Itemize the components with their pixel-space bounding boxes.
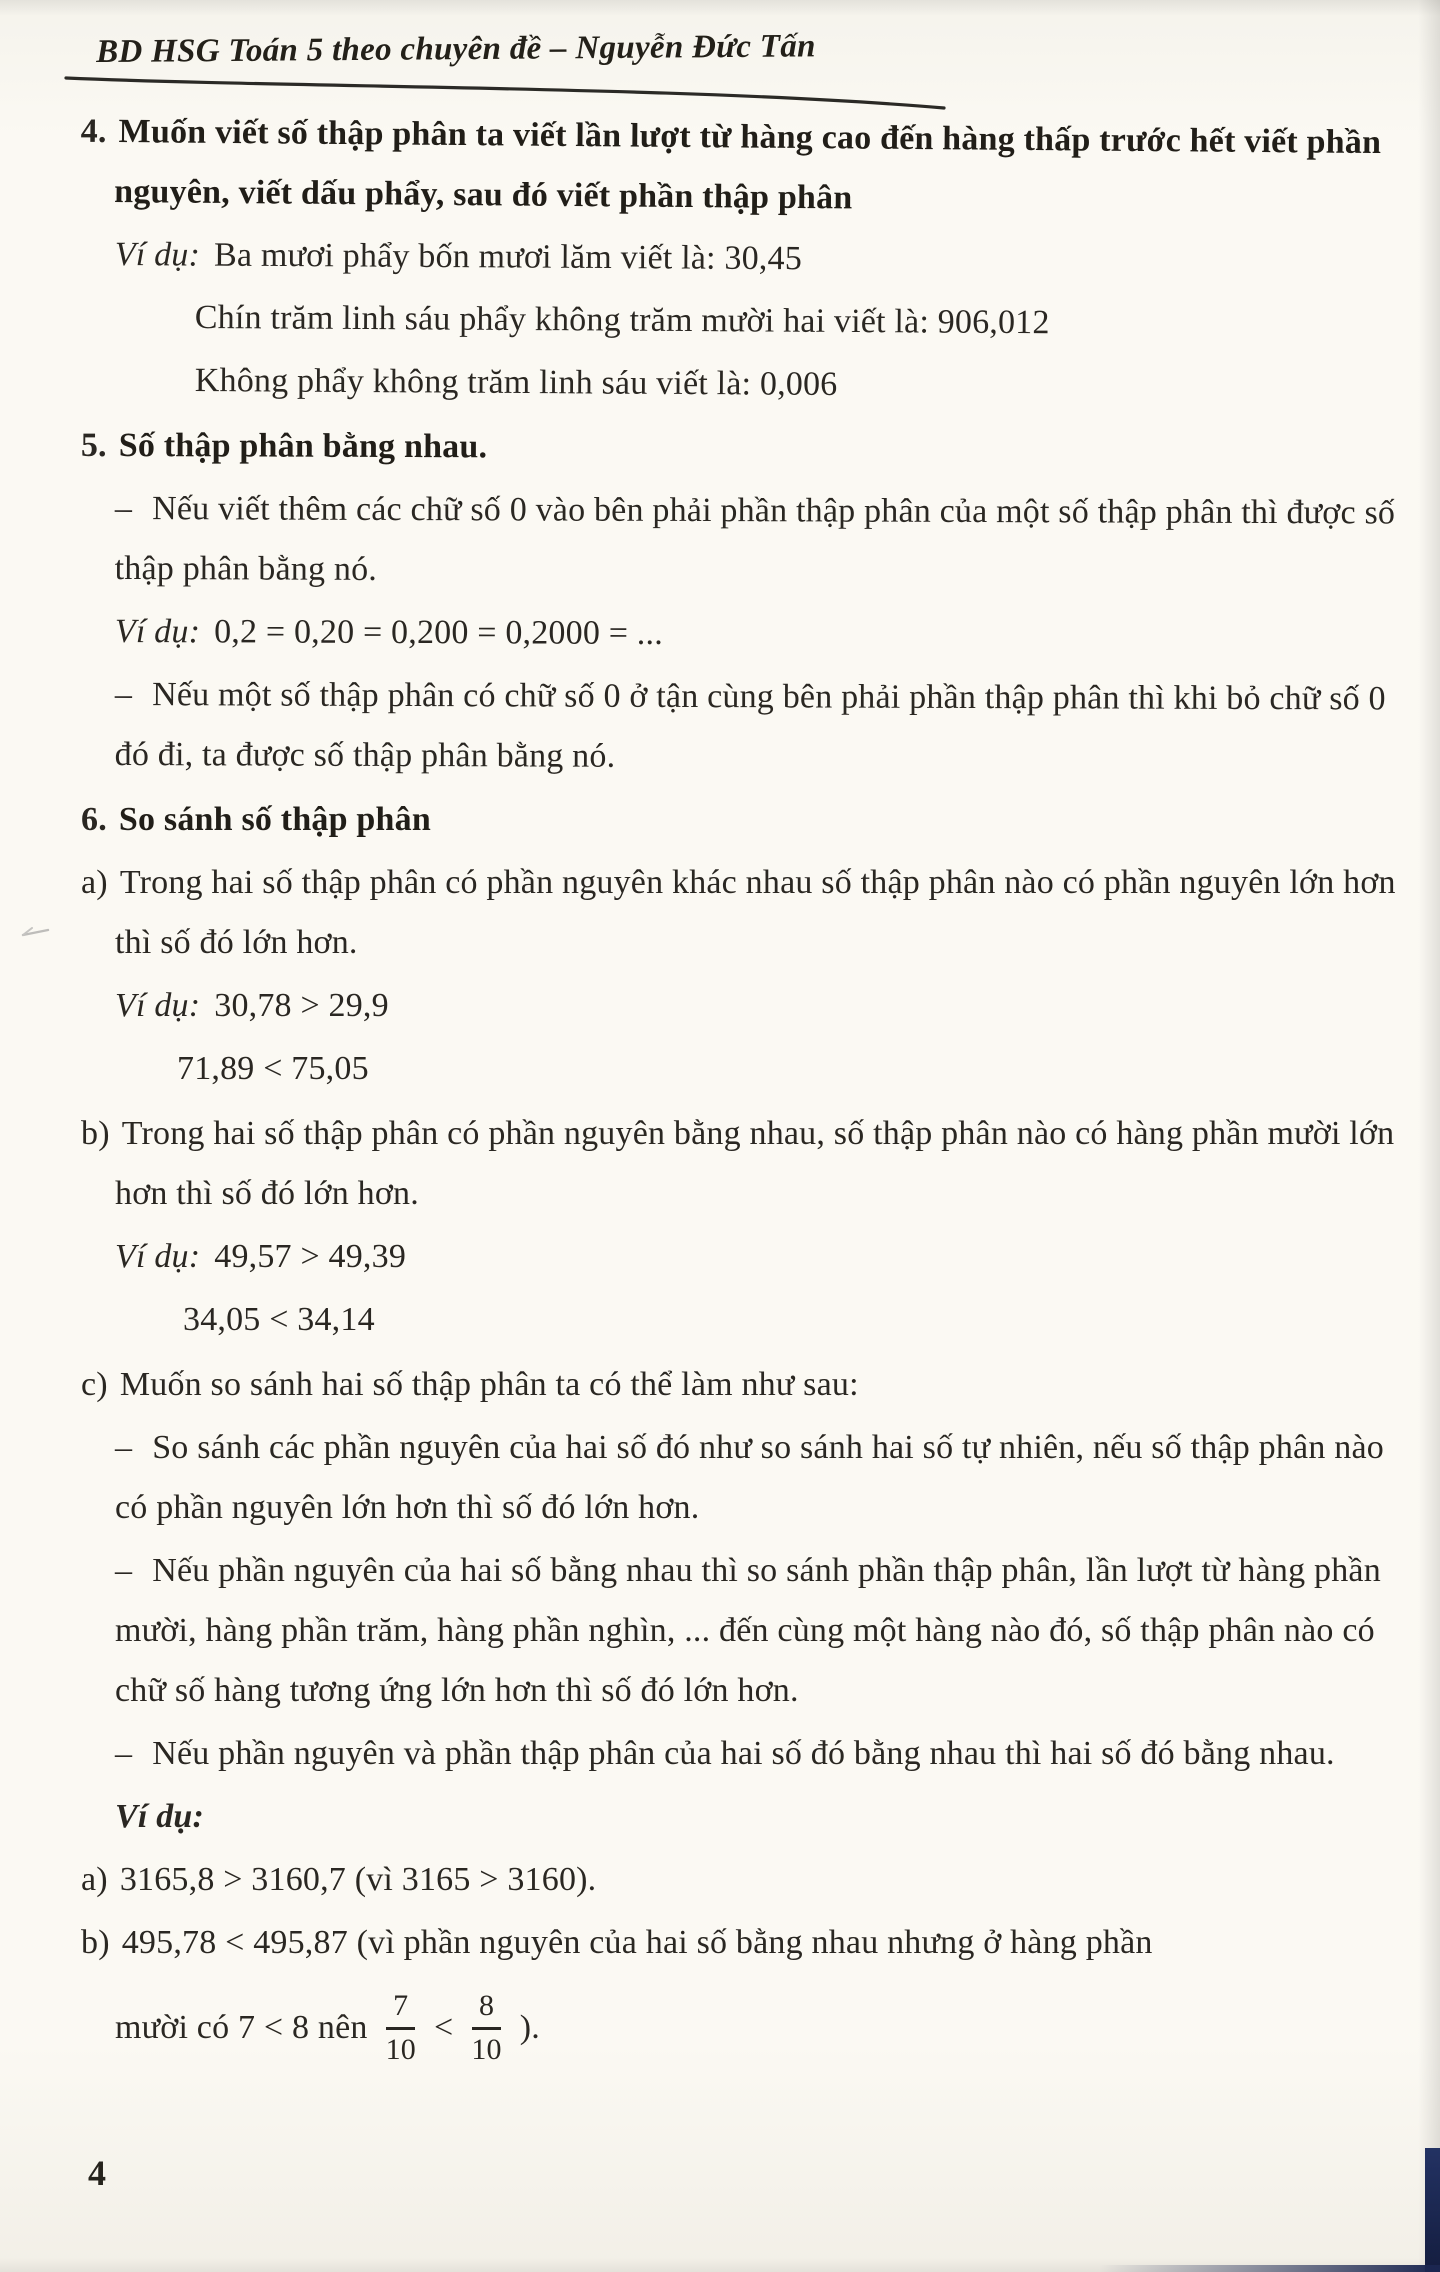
rule-item-6-heading <box>81 790 1397 850</box>
fraction-denominator: 10 <box>471 2032 502 2066</box>
dash-bullet: – <box>115 1552 133 1589</box>
sub-item-label: a) <box>81 1861 108 1898</box>
rule-item-4 <box>80 102 1397 233</box>
rule-text: Nếu một số thập phân có chữ số 0 ở tận cùng bên phải phần thập phân thì khi bỏ chữ số 0 đó đi, ta được số thập phân bằng nó. <box>114 676 1386 775</box>
item-6c <box>81 1355 1397 1415</box>
rule-item-5-heading <box>80 416 1397 480</box>
dash-bullet: – <box>115 1429 133 1466</box>
rule-text: So sánh các phần nguyên của hai số đó như so sánh hai số tự nhiên, nếu số thập phân nào có phần nguyên lớn hơn thì số đó lớn hơn. <box>115 1429 1384 1526</box>
stray-pencil-mark <box>20 922 54 942</box>
example-text: Chín trăm linh sáu phẩy không trăm mười hai viết là: 906,012 <box>194 298 1050 342</box>
book-binding-strip <box>1425 2148 1440 2272</box>
item-5-heading: Số thập phân bằng nhau. <box>118 427 488 466</box>
example-text: 3165,8 > 3160,7 (vì 3165 > 3160). <box>119 1861 597 1898</box>
page-body <box>80 102 1397 2074</box>
fraction-numerator: 8 <box>472 1989 501 2030</box>
item-5-example <box>115 602 1397 666</box>
item-6-heading: So sánh số thập phân <box>118 801 431 838</box>
rule-text: Nếu viết thêm các chữ số 0 vào bên phải phần thập phân của một số thập phân thì được số thập phân bằng nó. <box>114 490 1396 588</box>
item-4-example-3 <box>195 351 1397 418</box>
item-6c-rule-2 <box>115 1541 1397 1721</box>
example-label: Ví dụ: <box>114 612 201 651</box>
running-header: BD HSG Toán 5 theo chuyên đề – Nguyễn Đức Tấn <box>96 28 816 70</box>
example-text: 0,2 = 0,20 = 0,200 = 0,2000 = ... <box>214 613 664 652</box>
example-text: 71,89 < 75,05 <box>177 1050 369 1087</box>
closing-paren: ). <box>519 2009 540 2046</box>
item-4-example-2 <box>195 288 1397 355</box>
rule-text: Trong hai số thập phân có phần nguyên khác nhau số thập phân nào có phần nguyên lớn hơn thì số đó lớn hơn. <box>115 864 1396 961</box>
item-6b <box>81 1104 1397 1224</box>
example-text: 30,78 > 29,9 <box>214 987 389 1024</box>
scan-shadow-top <box>0 0 1440 16</box>
final-examples-label <box>115 1787 1397 1847</box>
dash-bullet: – <box>114 489 133 528</box>
fraction-denominator: 10 <box>385 2032 416 2066</box>
item-4-text: Muốn viết số thập phân ta viết lần lượt từ hàng cao đến hàng thấp trước hết viết phần nguyên, viết dấu phẩy, sau đó viết phần thập phân <box>114 113 1382 217</box>
sub-item-label: b) <box>81 1924 110 1961</box>
item-5-rule-1 <box>115 479 1397 603</box>
item-6b-example-2 <box>183 1290 1397 1350</box>
dash-bullet: – <box>115 1735 133 1772</box>
fraction-numerator: 7 <box>386 1989 415 2030</box>
final-example-a <box>81 1850 1397 1910</box>
scan-edge-sliver <box>1100 2265 1440 2272</box>
sub-item-label: c) <box>81 1366 108 1403</box>
item-5-rule-2 <box>115 665 1397 789</box>
final-example-b <box>81 1913 1397 2071</box>
item-6c-rule-1 <box>115 1418 1397 1538</box>
example-label: Ví dụ: <box>115 1238 201 1275</box>
dash-bullet: – <box>114 675 133 714</box>
example-text: Ba mươi phẩy bốn mươi lăm viết là: 30,45 <box>213 236 803 278</box>
rule-text: Trong hai số thập phân có phần nguyên bằng nhau, số thập phân nào có hàng phần mười lớn hơn thì số đó lớn hơn. <box>115 1115 1395 1212</box>
item-number: 5. <box>80 426 107 464</box>
example-label: Ví dụ: <box>114 235 201 274</box>
item-6a-example-1 <box>115 976 1397 1036</box>
example-text: Không phẩy không trăm linh sáu viết là: 0,006 <box>194 361 838 403</box>
comparison-sign: < <box>433 2009 454 2046</box>
example-label: Ví dụ: <box>115 987 201 1024</box>
example-text: 49,57 > 49,39 <box>214 1238 407 1275</box>
example-text: 34,05 < 34,14 <box>183 1301 375 1338</box>
example-text: mười có 7 < 8 nên <box>115 2009 368 2046</box>
fraction-7-over-10 <box>386 1989 416 2067</box>
final-example-b-line2 <box>115 1983 1397 2071</box>
example-text: 495,78 < 495,87 (vì phần nguyên của hai số bằng nhau nhưng ở hàng phần <box>121 1924 1153 1961</box>
item-4-example-1 <box>115 225 1397 293</box>
page-number: 4 <box>88 2153 106 2193</box>
rule-text: Nếu phần nguyên của hai số bằng nhau thì so sánh phần thập phân, lần lượt từ hàng phần mười, hàng phần trăm, hàng phần nghìn, ... đến cùng một hàng nào đó, số thập phân nào có chữ số hàng tương ứng lớn hơn thì số đó lớn hơn. <box>115 1552 1381 1709</box>
rule-text: Muốn so sánh hai số thập phân ta có thể làm như sau: <box>119 1366 859 1403</box>
item-6b-example-1 <box>115 1227 1397 1287</box>
scan-shadow-right <box>1418 0 1440 2272</box>
fraction-8-over-10 <box>471 1989 501 2067</box>
sub-item-label: a) <box>81 864 108 901</box>
rule-text: Nếu phần nguyên và phần thập phân của hai số đó bằng nhau thì hai số đó bằng nhau. <box>152 1735 1335 1772</box>
item-6c-rule-3 <box>115 1724 1397 1784</box>
item-6a <box>81 853 1397 973</box>
sub-item-label: b) <box>81 1115 110 1152</box>
item-6a-example-2 <box>177 1039 1397 1099</box>
example-label: Ví dụ: <box>115 1798 205 1835</box>
item-number: 6. <box>81 801 107 838</box>
item-number: 4. <box>80 112 107 150</box>
